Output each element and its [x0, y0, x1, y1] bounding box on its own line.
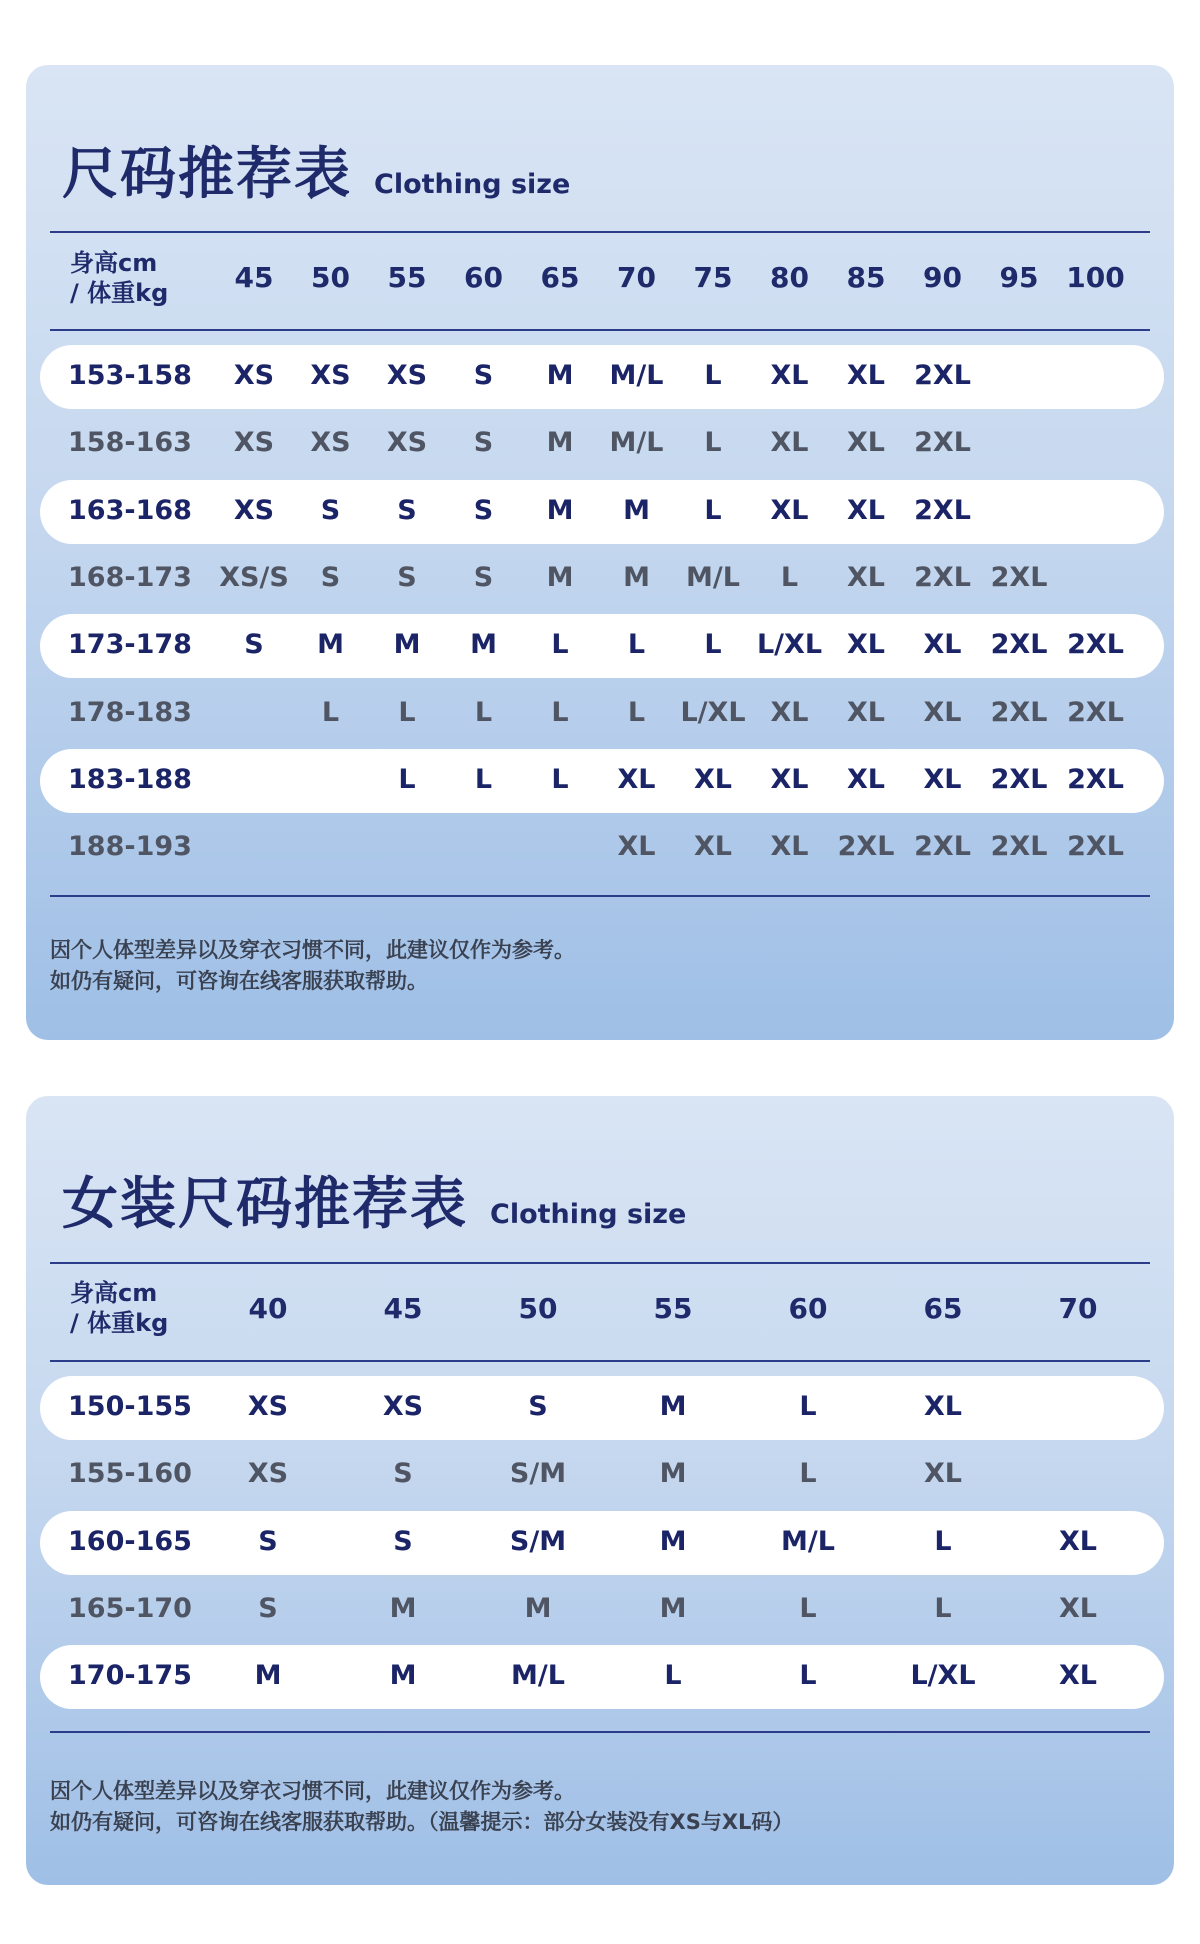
size-cell: XL: [846, 494, 886, 526]
womens-title-text: 女装尺码推荐表: [62, 1172, 468, 1237]
header-label-height: 身高cm: [70, 1279, 158, 1307]
size-cell: XS: [382, 1391, 424, 1422]
size-cell: XL: [617, 831, 656, 863]
weight-header-cell: 65: [540, 261, 580, 294]
size-cell: XL: [770, 831, 809, 863]
divider: [50, 231, 1150, 233]
weight-header-cell: 50: [518, 1292, 558, 1325]
size-cell: L: [664, 1660, 682, 1692]
size-cell: M: [317, 629, 344, 661]
size-cell: M/L: [609, 360, 664, 391]
size-cell: M: [254, 1660, 282, 1692]
size-cell: XS: [386, 427, 428, 459]
mens-title-text: 尺码推荐表: [62, 142, 352, 207]
size-cell: M: [393, 629, 421, 661]
weight-header-cell: 40: [248, 1292, 288, 1325]
size-cell: 2XL: [914, 427, 971, 459]
size-cell: M: [546, 494, 574, 526]
weight-header-cell: 55: [653, 1292, 693, 1325]
size-cell: XL: [1058, 1660, 1098, 1692]
size-cell: XL: [923, 1391, 963, 1422]
size-cell: XL: [1058, 1525, 1098, 1557]
size-cell: L: [398, 763, 416, 795]
note-line-2: 如仍有疑问，可咨询在线客服获取帮助。（温馨提示：部分女装没有XS与XL码）: [50, 1810, 794, 1834]
mens-size-chart: [26, 65, 1174, 1040]
size-cell: M/L: [511, 1660, 565, 1692]
size-cell: XS/S: [219, 561, 289, 593]
size-cell: M: [470, 629, 497, 661]
weight-header-cell: 70: [617, 261, 656, 294]
header-label-weight: / 体重kg: [70, 279, 169, 307]
weight-header-cell: 65: [923, 1292, 963, 1325]
size-cell: 2XL: [1067, 629, 1124, 661]
size-cell: S: [393, 1458, 413, 1490]
weight-header-cell: 45: [234, 261, 274, 294]
divider: [50, 895, 1150, 897]
size-cell: S: [258, 1592, 278, 1624]
size-cell: M: [546, 360, 574, 391]
size-cell: M: [659, 1458, 687, 1490]
size-cell: XL: [846, 561, 886, 593]
height-range-cell: 168-173: [68, 561, 192, 593]
weight-header-cell: 95: [999, 261, 1039, 294]
size-cell: L: [799, 1458, 817, 1490]
size-cell: L/XL: [756, 629, 823, 661]
height-range-cell: 165-170: [68, 1592, 192, 1624]
womens-subtitle: Clothing size: [490, 1199, 687, 1230]
size-cell: S/M: [509, 1525, 567, 1557]
weight-header-cell: 60: [464, 261, 503, 294]
size-cell: L: [934, 1525, 952, 1557]
weight-header-cell: 50: [311, 261, 350, 294]
size-cell: XL: [770, 427, 809, 459]
size-cell: XL: [770, 360, 809, 391]
size-cell: 2XL: [990, 696, 1048, 728]
size-cell: XS: [247, 1391, 289, 1422]
size-cell: L: [799, 1391, 817, 1422]
size-cell: XL: [770, 763, 809, 795]
size-cell: M: [546, 427, 574, 459]
height-range-cell: 178-183: [68, 696, 192, 728]
height-range-cell: 160-165: [68, 1525, 192, 1557]
size-cell: L: [799, 1660, 817, 1692]
height-range-cell: 155-160: [68, 1458, 192, 1490]
size-cell: XL: [846, 360, 886, 391]
divider: [50, 1731, 1150, 1733]
size-cell: 2XL: [990, 629, 1048, 661]
size-cell: M: [623, 561, 650, 593]
size-cell: M: [659, 1525, 687, 1557]
size-cell: 2XL: [914, 494, 971, 526]
weight-header-cell: 60: [788, 1292, 828, 1325]
weight-header-cell: 100: [1066, 261, 1125, 294]
size-cell: XL: [923, 629, 962, 661]
size-cell: S/M: [509, 1458, 567, 1490]
weight-header-cell: 90: [923, 261, 962, 294]
size-cell: XS: [233, 360, 275, 391]
header-label-height: 身高cm: [70, 249, 158, 277]
weight-header-cell: 80: [770, 261, 809, 294]
height-range-cell: 183-188: [68, 763, 192, 795]
size-cell: S: [397, 561, 417, 593]
size-cell: 2XL: [914, 561, 971, 593]
size-cell: M/L: [686, 561, 740, 593]
size-cell: M: [524, 1592, 552, 1624]
height-range-cell: 163-168: [68, 494, 192, 526]
size-cell: 2XL: [1067, 696, 1124, 728]
size-cell: 2XL: [914, 360, 971, 391]
size-cell: S: [473, 561, 494, 593]
womens-note: [50, 1776, 793, 1838]
size-cell: XS: [310, 427, 351, 459]
size-cell: XL: [846, 427, 886, 459]
size-cell: L: [551, 629, 569, 661]
size-cell: S: [320, 494, 341, 526]
size-cell: XL: [923, 763, 962, 795]
size-cell: 2XL: [914, 831, 971, 863]
size-cell: M: [659, 1391, 687, 1422]
note-line-1: 因个人体型差异以及穿衣习惯不同，此建议仅作为参考。: [50, 938, 575, 962]
size-cell: M/L: [781, 1525, 835, 1557]
size-cell: XS: [233, 494, 275, 526]
size-cell: M: [546, 561, 574, 593]
height-range-cell: 153-158: [68, 360, 192, 391]
height-range-cell: 150-155: [68, 1391, 192, 1422]
size-cell: S: [258, 1525, 278, 1557]
size-cell: XL: [846, 629, 886, 661]
size-cell: XS: [247, 1458, 289, 1490]
size-cell: M: [389, 1592, 417, 1624]
size-cell: S: [528, 1391, 548, 1422]
mens-subtitle: Clothing size: [374, 169, 571, 200]
size-cell: XS: [233, 427, 275, 459]
size-cell: M: [389, 1660, 417, 1692]
size-cell: L: [627, 629, 646, 661]
size-cell: M: [623, 494, 650, 526]
size-cell: L: [551, 763, 569, 795]
size-cell: L: [704, 427, 722, 459]
size-cell: 2XL: [1067, 763, 1124, 795]
divider: [50, 1360, 1150, 1362]
size-cell: M: [659, 1592, 687, 1624]
size-cell: XS: [386, 360, 428, 391]
height-range-cell: 170-175: [68, 1660, 192, 1692]
mens-title: [62, 130, 570, 210]
size-cell: S: [473, 360, 494, 391]
size-cell: S: [320, 561, 341, 593]
size-cell: 2XL: [990, 561, 1048, 593]
weight-header-cell: 85: [846, 261, 886, 294]
size-cell: L/XL: [910, 1660, 976, 1692]
size-cell: XL: [693, 763, 733, 795]
size-cell: L: [704, 629, 722, 661]
weight-header-cell: 45: [383, 1292, 423, 1325]
womens-size-chart: [26, 1096, 1174, 1885]
size-cell: L: [627, 696, 646, 728]
height-range-cell: 188-193: [68, 831, 192, 863]
size-cell: 2XL: [990, 763, 1048, 795]
size-cell: M/L: [609, 427, 664, 459]
height-range-cell: 158-163: [68, 427, 192, 459]
weight-header-cell: 75: [693, 261, 733, 294]
header-label-weight: / 体重kg: [70, 1309, 169, 1337]
womens-title: [62, 1160, 686, 1240]
size-cell: L: [780, 561, 799, 593]
size-cell: 2XL: [1067, 831, 1124, 863]
size-cell: L: [934, 1592, 952, 1624]
size-cell: XS: [310, 360, 351, 391]
size-cell: 2XL: [990, 831, 1048, 863]
size-cell: XL: [770, 696, 809, 728]
size-cell: L: [474, 696, 493, 728]
mens-note: [50, 935, 575, 997]
size-cell: XL: [1058, 1592, 1098, 1624]
note-line-1: 因个人体型差异以及穿衣习惯不同，此建议仅作为参考。: [50, 1779, 575, 1803]
size-cell: XL: [923, 1458, 963, 1490]
divider: [50, 329, 1150, 331]
size-cell: XL: [770, 494, 809, 526]
size-cell: XL: [617, 763, 656, 795]
header-label: [70, 1278, 168, 1338]
size-cell: XL: [846, 696, 886, 728]
divider: [50, 1262, 1150, 1264]
size-cell: L/XL: [680, 696, 746, 728]
size-cell: 2XL: [837, 831, 895, 863]
size-cell: L: [704, 494, 722, 526]
size-cell: S: [393, 1525, 413, 1557]
size-cell: L: [474, 763, 493, 795]
size-cell: S: [244, 629, 264, 661]
size-cell: L: [321, 696, 340, 728]
size-cell: S: [473, 427, 494, 459]
header-label: [70, 248, 168, 308]
size-cell: XL: [923, 696, 962, 728]
size-cell: L: [551, 696, 569, 728]
weight-header-cell: 70: [1058, 1292, 1098, 1325]
note-line-2: 如仍有疑问，可咨询在线客服获取帮助。: [50, 969, 428, 993]
size-cell: L: [799, 1592, 817, 1624]
size-cell: XL: [693, 831, 733, 863]
size-cell: S: [397, 494, 417, 526]
weight-header-cell: 55: [387, 261, 427, 294]
size-cell: L: [704, 360, 722, 391]
size-cell: S: [473, 494, 494, 526]
size-cell: L: [398, 696, 416, 728]
height-range-cell: 173-178: [68, 629, 192, 661]
size-cell: XL: [846, 763, 886, 795]
